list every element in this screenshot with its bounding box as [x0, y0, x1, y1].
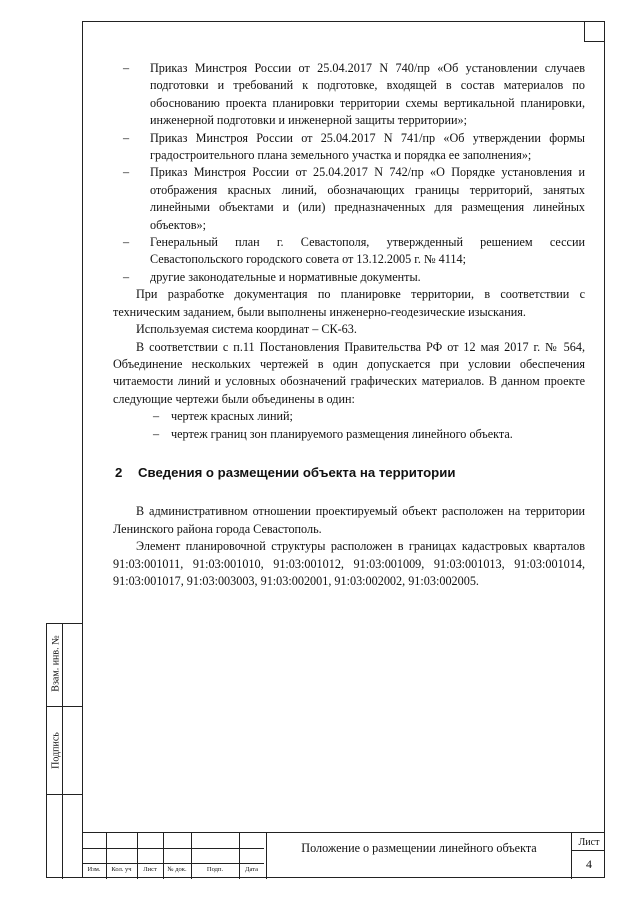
side-split — [47, 706, 83, 707]
document-body — [113, 60, 585, 590]
stamp-col-podp: Подп. — [206, 866, 224, 873]
paragraph: Элемент планировочной структуры расположен в границах кадастровых кварталов 91:03:001011, 91:03:001010, 91:03:001012, 91:03:001009, 91:03:001013, 91:03:001014, 91:03:001017, 91:03:003003, 91:03:002001, 91:03:002002, 91:03:002005. — [113, 539, 585, 588]
side-divider — [62, 624, 63, 879]
sheet-label: Лист — [578, 837, 600, 848]
stamp-col-date: Дата — [245, 866, 258, 873]
list-item: – Приказ Минстроя России от 25.04.2017 N 742/пр «О Порядке установления и отображения красных линий, обозначающих границы территорий, занятых линейными объектами и (или) предназначенных для размещения линейных объектов»; — [123, 165, 585, 232]
stamp-grid — [82, 833, 264, 879]
sheet-number: 4 — [586, 857, 592, 871]
paragraph: При разработке документация по планировке территории, в соответствии с техническим заданием, были выполнены инженерно-геодезические изыскания. — [113, 287, 585, 319]
paragraph: В административном отношении проектируемый объект расположен на территории Ленинского района города Севастополь. — [113, 504, 585, 536]
list-item: – Генеральный план г. Севастополя, утвержденный решением сессии Севастопольского городского совета от 13.12.2005 г. № 4114; — [123, 235, 585, 267]
side-split — [47, 794, 83, 795]
list-item: – Приказ Минстроя России от 25.04.2017 N 740/пр «Об установлении случаев подготовки и требований к подготовке, входящей в состав материалов по обоснованию проекта планировки территории схемы вертикальной планировки, инженерной подготовки и инженерной защиты территории»; — [123, 61, 585, 128]
vzam-inv-label: Взам. инв. № — [50, 635, 62, 692]
stamp-col-list: Лист — [143, 866, 157, 873]
stamp-col-kol: Кол. уч — [111, 866, 132, 873]
section-title: Сведения о размещении объекта на территории — [138, 464, 456, 480]
document-title: Положение о размещении линейного объекта — [266, 833, 572, 879]
stamp-col-doc: № док. — [167, 866, 187, 873]
list-item: – Приказ Минстроя России от 25.04.2017 N 741/пр «Об утверждении формы градостроительного плана земельного участка и порядка ее заполнения»; — [123, 130, 585, 163]
paragraph: В соответствии с п.11 Постановления Правительства РФ от 12 мая 2017 г. № 564, Объединение нескольких чертежей в один допускается при условии обеспечения читаемости линий и условных обозначений графических материалов. В данном проекте следующие чертежи были объединены в один: — [113, 339, 585, 406]
stamp-col-izm: Изм. — [87, 866, 101, 873]
paragraph: Используемая система координат – СК-63. — [136, 322, 357, 337]
sub-list-item: – чертеж границ зон планируемого размещения линейного объекта. — [153, 426, 513, 441]
side-stamp — [46, 623, 82, 878]
list-item: – другие законодательные и нормативные документы. — [123, 269, 421, 284]
corner-box — [584, 21, 605, 42]
title-block — [82, 832, 605, 878]
sub-list-item: – чертеж красных линий; — [153, 409, 293, 424]
section-heading — [113, 464, 585, 481]
section-number: 2 — [115, 464, 123, 480]
podpis-label: Подпись — [50, 732, 62, 769]
